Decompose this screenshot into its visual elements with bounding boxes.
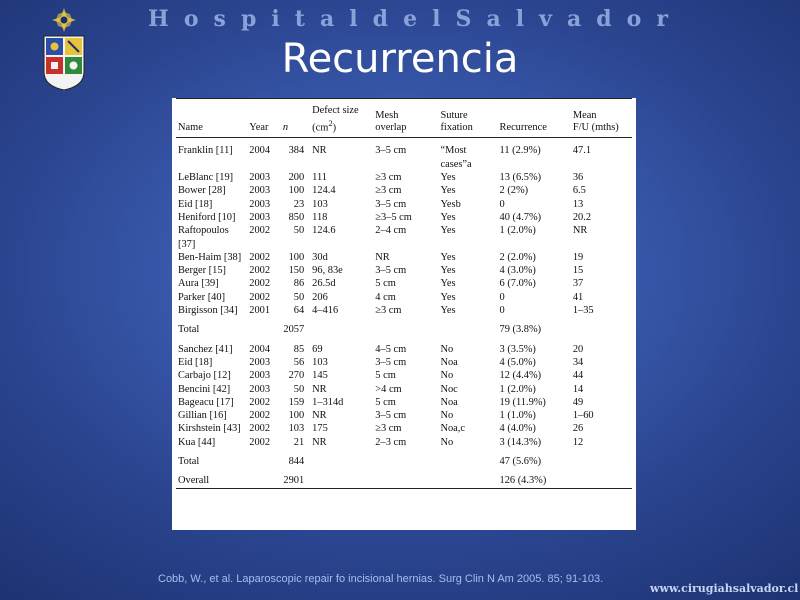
table-cell-defect [310,455,373,468]
table-cell-recurrence: 2 (2.0%) [499,251,536,263]
institution-letter: d [596,6,612,32]
table-cell-year: 2002 [249,423,271,435]
table-cell-n: 270 [288,370,305,382]
table-cell-suture: Noa [440,356,458,368]
table-cell-mesh: ≥3 cm [375,185,402,197]
table-row [176,251,632,264]
institution-letter: v [539,6,552,32]
table-cell-year: 2003 [249,356,271,368]
col-header-name: Name [176,99,247,138]
table-cell-mesh: ≥3 cm [375,172,402,184]
table-row [176,396,632,409]
table-cell-n: 2057 [283,324,305,336]
table-cell-year: 2002 [249,278,271,290]
table-cell-suture [438,455,497,468]
table-cell-recurrence: 2 (2%) [499,185,529,197]
table-cell-n: 50 [293,225,305,237]
table-cell-suture: Noa,c [440,423,465,435]
table-cell-recurrence: 4 (5.0%) [499,356,536,368]
table-header-row [176,99,632,138]
table-cell-n: 850 [288,211,305,223]
table-cell-defect: 103 [312,198,328,210]
table-row [176,277,632,290]
table-cell-fu: 1–35 [572,305,594,317]
table-cell-suture: Yes [440,172,456,184]
table-cell-n: 159 [288,396,305,408]
table-row [176,304,632,317]
table-cell-suture: Yes [440,251,456,263]
citation-text: Cobb, W., et al. Laparoscopic repair fo incisional hernias. Surg Clin N Am 2005. 85; 91-103. [158,573,604,585]
table-cell-mesh [373,474,438,488]
table-cell-name: Eid [18] [178,356,213,368]
table-total-row [176,474,632,488]
table-cell-suture: Yes [440,278,456,290]
table-cell-recurrence: 0 [499,198,505,210]
table-cell-suture: Yes [440,265,456,277]
table-cell-recurrence: 4 (4.0%) [499,423,536,435]
table-row [176,211,632,224]
table-cell-mesh [373,455,438,468]
col-header-mesh-overlap: Mesh overlap [373,99,438,138]
table-cell-defect: 145 [312,370,328,382]
institution-letter: a [319,6,335,32]
table-cell-year: 2003 [249,198,271,210]
table-cell-fu: 44 [572,370,584,382]
table-cell-recurrence: 12 (4.4%) [499,370,542,382]
table-total-row [176,323,632,336]
table-cell-n: 50 [293,383,305,395]
table-cell-mesh: 2–3 cm [375,436,407,448]
table-cell-recurrence: 126 (4.3%) [498,474,571,488]
table-cell-n: 21 [293,436,305,448]
table-cell-year: 2003 [249,383,271,395]
table-row [176,436,632,449]
table-cell-fu: 26 [572,423,584,435]
col-header-recurrence: Recurrence [498,99,571,138]
table-cell-n: 86 [293,278,305,290]
table-cell-name: Bencini [42] [178,383,231,395]
table-row [176,224,632,251]
table-cell-defect: NR [312,436,327,448]
table-row [176,198,632,211]
table-cell-fu: 34 [572,356,584,368]
table-cell-year [247,323,281,336]
table-cell-name: Heniford [10] [178,211,236,223]
table-cell-n: 100 [288,185,305,197]
table-cell-n: 23 [293,198,305,210]
table-cell-name: Birgisson [34] [178,305,238,317]
table-cell-defect: 175 [312,423,328,435]
table-cell-suture: No [440,436,454,448]
institution-letter: o [183,6,199,32]
table-cell-mesh: NR [375,251,390,263]
table-cell-fu: 20 [572,343,584,355]
table-cell-year: 2001 [249,305,271,317]
col-header-year: Year [247,99,281,138]
table-cell-recurrence: 40 (4.7%) [499,211,542,223]
table-cell-suture: Noc [440,383,458,395]
table-cell-year: 2002 [249,436,271,448]
table-cell-name: Total [178,456,200,467]
table-cell-fu: 1–60 [572,410,594,422]
institution-letter: H [148,6,169,32]
table-cell-year: 2003 [249,172,271,184]
slide-title: Recurrencia [281,36,519,82]
table-cell-n: 50 [293,291,305,303]
table-cell-name: Kirshstein [43] [178,423,241,435]
table-cell-defect: 4–416 [312,305,339,317]
table-row [176,184,632,197]
table-cell-n: 100 [288,410,305,422]
institution-letter: l [432,6,441,32]
institution-letter: l [515,6,525,32]
table-cell-fu: 6.5 [572,185,586,197]
table-cell-name: Ben-Haim [38] [178,251,242,263]
table-cell-year: 2002 [249,291,271,303]
table-cell-defect: NR [312,410,327,422]
institution-letter: l [349,6,358,32]
table-cell-suture: Yes [440,305,456,317]
table-cell-mesh: 3–5 cm [375,265,407,277]
table-cell-defect: 103 [312,356,328,368]
table-cell-defect: 124.4 [312,185,336,197]
table-row [176,369,632,382]
table-cell-year: 2004 [249,145,271,157]
table-cell-year [247,474,281,488]
table-cell-fu: 15 [572,265,584,277]
table-cell-mesh: 2–4 cm [375,225,407,237]
table-cell-year: 2002 [249,410,271,422]
table-cell-name: Sanchez [41] [178,343,233,355]
table-cell-defect [310,474,373,488]
table-cell-recurrence: 3 (3.5%) [499,343,536,355]
table-cell-year: 2002 [249,251,271,263]
col-header-suture-fixation: Suture fixation [438,99,497,138]
table-cell-year: 2002 [249,225,271,237]
table-cell-year: 2004 [249,343,271,355]
table-cell-name: Parker [40] [178,291,226,303]
col-header-defect-size: Defect size $(cm^2)$ [310,99,373,138]
table-cell-defect: 124.6 [312,225,336,237]
institution-letter: o [626,6,642,32]
institution-letter: p [240,6,257,32]
table-cell-defect: 1–314d [312,396,344,408]
table-body [176,138,632,488]
table-row [176,383,632,396]
table-row [176,291,632,304]
institution-letter: d [372,6,389,32]
institution-letter: t [294,6,305,32]
table-cell-recurrence: 3 (14.3%) [499,436,542,448]
table-cell-suture [438,474,497,488]
table-row [176,171,632,184]
table-cell-year: 2003 [249,211,271,223]
table-cell-name: Bageacu [17] [178,396,234,408]
table-cell-suture: “Most cases”a [440,145,472,170]
table-cell-suture: No [440,343,454,355]
table-cell-recurrence: 4 (3.0%) [499,265,536,277]
table-cell-defect [310,323,373,336]
table-cell-name: Overall [176,474,247,488]
table-cell-defect: 30d [312,251,328,263]
table-cell-recurrence: 1 (2.0%) [499,383,536,395]
table-cell-n: 844 [288,456,305,467]
table-cell-mesh: 3–5 cm [375,198,407,210]
table-cell-fu: 14 [572,383,584,395]
table-cell-suture: Noa [440,396,458,408]
table-cell-defect: 96, 83e [312,265,343,277]
table-cell-recurrence: 13 (6.5%) [499,172,542,184]
table-cell-fu [571,455,632,468]
table-cell-name: Carbajo [12] [178,370,231,382]
institution-letter: r [656,6,668,32]
table-cell-recurrence: 79 (3.8%) [499,324,542,336]
table-cell-suture: Yes [440,185,456,197]
table-cell-n: 150 [288,265,305,277]
table-cell-n: 103 [288,423,305,435]
table-cell-name: Eid [18] [178,198,213,210]
table-cell-recurrence: 19 (11.9%) [499,396,546,408]
table-cell-mesh: 4–5 cm [375,343,407,355]
table-row [176,144,632,171]
table-cell-name: Raftopoulos [37] [178,225,229,250]
table-row [176,356,632,369]
table-row [176,264,632,277]
table-cell-name: Aura [39] [178,278,219,290]
website-url: www.cirugiahsalvador.cl [650,582,799,595]
table-cell-fu: 37 [572,278,584,290]
table-cell-mesh: 5 cm [375,278,396,290]
table-cell-fu: 47.1 [572,145,592,157]
table-cell-defect: 69 [312,343,323,355]
table-cell-mesh: 5 cm [375,396,396,408]
institution-letter: e [403,6,418,32]
table-cell-n: 200 [288,172,305,184]
recurrence-table-panel [172,98,636,530]
table-total-row [176,455,632,468]
col-header-n: n [281,99,310,138]
table-cell-defect: 111 [312,172,327,184]
table-cell-n: 64 [293,305,305,317]
table-cell-suture [438,323,497,336]
table-cell-fu: NR [572,225,588,237]
table-cell-name: Kua [44] [178,436,216,448]
table-cell-name: Total [178,324,200,336]
table-cell-defect: 206 [312,291,328,303]
table-cell-year: 2002 [249,265,271,277]
table-cell-mesh: >4 cm [375,383,402,395]
table-cell-fu: 12 [572,436,584,448]
table-cell-n: 85 [293,343,305,355]
table-cell-year: 2002 [249,396,271,408]
table-cell-defect: NR [312,383,327,395]
col-header-mean-fu: Mean F/U (mths) [571,99,632,138]
table-cell-recurrence: 11 (2.9%) [499,145,541,157]
table-cell-mesh: 3–5 cm [375,356,407,368]
table-cell-suture: Yesb [440,198,461,210]
table-cell-recurrence: 47 (5.6%) [499,456,542,467]
table-cell-recurrence: 0 [499,291,505,303]
institution-letter: i [271,6,280,32]
recurrence-table [176,98,632,489]
table-cell-n: 384 [288,145,305,157]
table-cell-mesh: ≥3–5 cm [375,211,412,223]
table-cell-fu: 49 [572,396,584,408]
table-cell-suture: Yes [440,225,456,237]
table-cell-n: 56 [293,356,305,368]
table-cell-year: 2003 [249,185,271,197]
table-cell-defect: 26.5d [312,278,336,290]
table-cell-fu: 41 [572,291,584,303]
table-cell-n: 2901 [281,474,310,488]
table-cell-name: Berger [15] [178,265,226,277]
table-cell-recurrence: 1 (2.0%) [499,225,536,237]
table-cell-fu: 20.2 [572,211,592,223]
table-cell-name: LeBlanc [19] [178,172,234,184]
table-cell-mesh: 3–5 cm [375,410,407,422]
table-cell-suture: Yes [440,211,456,223]
table-cell-fu: 13 [572,198,584,210]
table-cell-suture: Yes [440,291,456,303]
table-cell-recurrence: 6 (7.0%) [499,278,536,290]
table-cell-defect: 118 [312,211,328,223]
institution-letter: s [213,6,226,32]
table-cell-recurrence: 1 (1.0%) [499,410,536,422]
table-cell-mesh: 3–5 cm [375,145,407,157]
table-cell-mesh: 5 cm [375,370,396,382]
table-cell-fu: 19 [572,251,584,263]
institution-letter: a [486,6,501,32]
table-cell-fu [571,323,632,336]
table-cell-name: Franklin [11] [178,145,233,157]
institution-letter: a [566,6,582,32]
table-cell-mesh: 4 cm [375,291,396,303]
institution-letter: S [455,6,472,32]
table-cell-recurrence: 0 [499,305,505,317]
table-cell-defect: NR [312,145,327,157]
table-cell-year: 2003 [249,370,271,382]
table-cell-n: 100 [288,251,305,263]
table-cell-mesh: ≥3 cm [375,305,402,317]
table-cell-fu: 36 [572,172,584,184]
table-cell-name: Gillian [16] [178,410,227,422]
table-row [176,343,632,356]
table-cell-fu [571,474,632,488]
table-cell-year [247,455,281,468]
table-row [176,409,632,422]
table-cell-suture: No [440,370,454,382]
institution-name [148,4,668,34]
table-cell-mesh [373,323,438,336]
table-cell-name: Bower [28] [178,185,226,197]
table-cell-suture: No [440,410,454,422]
table-cell-mesh: ≥3 cm [375,423,402,435]
table-row [176,422,632,435]
